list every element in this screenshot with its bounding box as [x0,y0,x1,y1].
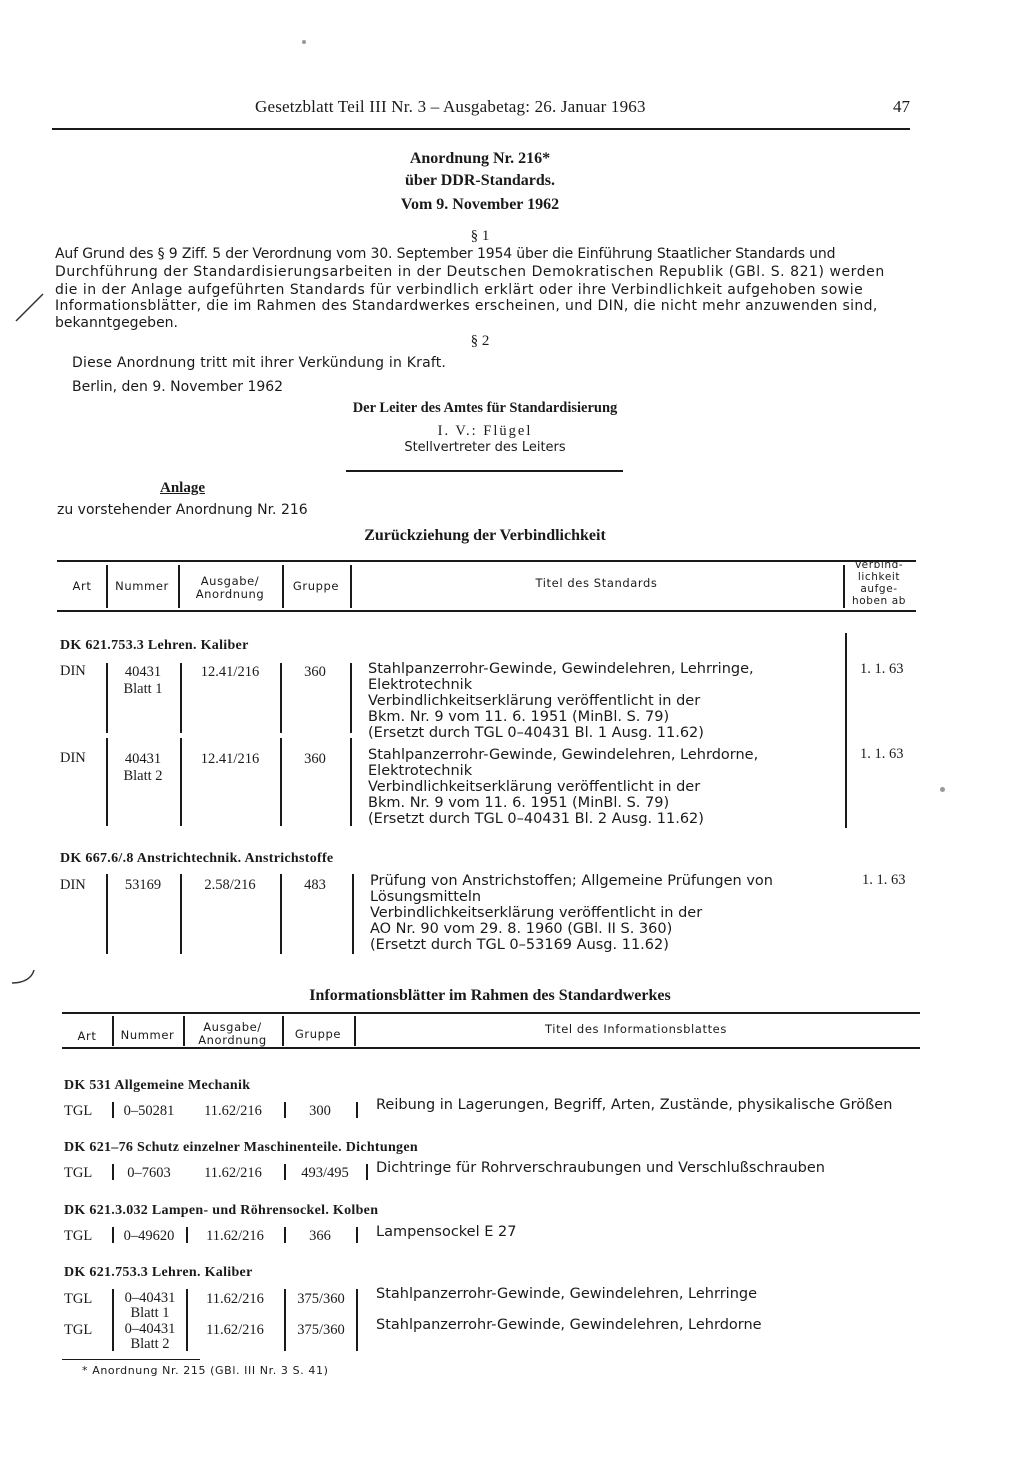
table-2-header-ausgabe: Anordnung [198,1033,267,1047]
table-2-group-heading: DK 531 Allgemeine Mechanik [64,1078,251,1093]
table-2-header-art: Art [77,1029,97,1043]
cell-nummer: 53169 [124,877,162,893]
table-1-header-aufgehoben: Verbind- [854,559,904,571]
running-title: Gesetzblatt Teil III Nr. 3 – Ausgabetag: 26. Januar 1963 [255,97,646,116]
column-divider [106,874,108,954]
table-2-group-heading: DK 621–76 Schutz einzelner Maschinenteile. Dichtungen [64,1140,418,1155]
cell-nummer: Blatt 2 [130,1336,170,1352]
cell-titel: Bkm. Nr. 9 vom 11. 6. 1951 (MinBl. S. 79) [368,709,670,725]
column-divider [106,738,108,826]
cell-ausgabe: 11.62/216 [204,1165,262,1181]
cell-gruppe: 366 [309,1228,331,1244]
table-1-group-heading: DK 621.753.3 Lehren. Kaliber [60,638,249,653]
table-1-top-rule [57,560,916,562]
footnote-rule [62,1359,200,1360]
section-2-text: Diese Anordnung tritt mit ihrer Verkündung in Kraft. [72,355,447,371]
signature-role: Stellvertreter des Leiters [404,440,566,455]
cell-titel: (Ersetzt durch TGL 0–40431 Bl. 2 Ausg. 11.62) [368,811,704,827]
column-divider [356,1102,358,1118]
table-2-heading: Informationsblätter im Rahmen des Standardwerkes [309,987,671,1004]
cell-nummer: Blatt 2 [123,768,163,784]
cell-gruppe: 300 [309,1103,331,1119]
column-divider [186,1227,188,1243]
table-1-header-titel: Titel des Standards [535,576,658,590]
cell-titel: Elektrotechnik [368,763,473,779]
cell-art: TGL [64,1103,93,1119]
cell-art: DIN [60,877,86,893]
column-divider [352,874,354,954]
column-divider [356,1289,358,1351]
place-date: Berlin, den 9. November 1962 [72,379,284,395]
column-divider [280,738,282,826]
section-1-mark: § 1 [470,228,490,244]
table-1-heading: Zurückziehung der Verbindlichkeit [364,527,606,544]
speck-mark [940,787,945,792]
cell-nummer: 0–49620 [123,1228,175,1244]
cell-gruppe: 360 [304,751,326,767]
cell-titel: Bkm. Nr. 9 vom 11. 6. 1951 (MinBl. S. 79) [368,795,670,811]
table-2-header-rule [62,1047,920,1049]
column-divider [284,1164,286,1180]
cell-ausgabe: 11.62/216 [206,1291,264,1307]
cell-aufgehoben: 1. 1. 63 [860,661,904,677]
table-2-header-ausgabe: Ausgabe/ [203,1020,262,1034]
column-divider [284,1289,286,1351]
cell-nummer: Blatt 1 [123,681,163,697]
ordinance-date: Vom 9. November 1962 [400,196,560,213]
column-divider [356,1227,358,1243]
column-divider [280,663,282,733]
cell-gruppe: 375/360 [297,1291,345,1307]
cell-art: TGL [64,1228,93,1244]
cell-titel: Verbindlichkeitserklärung veröffentlicht in der [368,779,701,795]
table-1-date-divider [845,633,847,828]
table-1-header-aufgehoben: hoben ab [851,595,907,607]
cell-nummer: 0–40431 [124,1290,176,1306]
cell-titel: Verbindlichkeitserklärung veröffentlicht in der [368,693,701,709]
cell-nummer: 40431 [124,751,162,767]
section-1-line: Auf Grund des § 9 Ziff. 5 der Verordnung vom 30. September 1954 über die Einführung Staatlicher Standards und [55,246,836,262]
cell-gruppe: 375/360 [297,1322,345,1338]
cell-ausgabe: 11.62/216 [206,1228,264,1244]
cell-art: TGL [64,1322,93,1338]
annex-title: Anlage [160,480,205,496]
signature-name: I. V.: Flügel [437,423,533,439]
cell-ausgabe: 11.62/216 [204,1103,262,1119]
cell-art: TGL [64,1165,93,1181]
column-divider [284,1227,286,1243]
cell-art: DIN [60,750,86,766]
column-divider [186,1289,188,1351]
table-1-header-aufgehoben: aufge- [860,583,898,595]
ordinance-title: Anordnung Nr. 216* [409,150,551,167]
table-2-group-heading: DK 621.753.3 Lehren. Kaliber [64,1265,253,1280]
cell-ausgabe: 11.62/216 [206,1322,264,1338]
header-rule [52,128,910,130]
table-1-header-aufgehoben: lichkeit [857,571,901,583]
column-divider [350,738,352,826]
column-divider [284,1102,286,1118]
section-1-line: Durchführung der Standardisierungsarbeiten in der Deutschen Demokratischen Republik (GBl. S. 821) werden [55,264,885,280]
cell-titel: Stahlpanzerrohr-Gewinde, Gewindelehren, Lehrdorne, [368,747,759,763]
table-2-group-heading: DK 621.3.032 Lampen- und Röhrensockel. Kolben [64,1203,379,1218]
page-number: 47 [893,97,910,116]
cell-titel: Lampensockel E 27 [376,1224,517,1240]
cell-titel: Lösungsmitteln [370,889,482,905]
table-1-header-ausgabe: Anordnung [195,587,265,601]
cell-titel: Stahlpanzerrohr-Gewinde, Gewindelehren, Lehrdorne [376,1317,762,1333]
cell-titel: AO Nr. 90 vom 29. 8. 1960 (GBl. II S. 360) [370,921,673,937]
section-2-mark: § 2 [470,333,490,349]
table-2-top-rule [62,1012,920,1014]
cell-nummer: 0–7603 [127,1165,171,1181]
cell-gruppe: 493/495 [301,1165,349,1181]
cell-nummer: 40431 [124,664,162,680]
section-1-line: die in der Anlage aufgeführten Standards für verbindlich erklärt oder ihre Verbindlichkeit aufgehoben sowie [55,282,864,298]
signature-rule [346,470,623,472]
margin-slash-mark [12,292,46,324]
cell-gruppe: 483 [304,877,326,893]
section-1-line: Informationsblätter, die im Rahmen des Standardwerkes erscheinen, und DIN, die nicht mehr anzuwenden sind, [55,298,878,314]
speck-mark [302,40,306,44]
table-2-header-gruppe: Gruppe [294,1027,342,1041]
table-1-header-nummer: Nummer [115,579,169,593]
table-1-header-ausgabe: Ausgabe/ [200,574,260,588]
cell-titel: Verbindlichkeitserklärung veröffentlicht in der [370,905,703,921]
cell-nummer: 0–50281 [123,1103,175,1119]
ordinance-subtitle: über DDR-Standards. [405,172,555,189]
cell-ausgabe: 2.58/216 [204,877,256,893]
cell-art: TGL [64,1291,93,1307]
cell-titel: (Ersetzt durch TGL 0–40431 Bl. 1 Ausg. 11.62) [368,725,704,741]
cell-art: DIN [60,663,86,679]
column-divider [350,663,352,733]
cell-nummer: 0–40431 [124,1321,176,1337]
cell-aufgehoben: 1. 1. 63 [860,746,904,762]
cell-titel: Elektrotechnik [368,677,473,693]
column-divider [112,1164,114,1180]
column-divider [112,1102,114,1118]
column-divider [280,874,282,954]
cell-gruppe: 360 [304,664,326,680]
table-1-header-rule [57,610,916,612]
cell-titel: Dichtringe für Rohrverschraubungen und Verschlußschrauben [376,1160,825,1176]
cell-nummer: Blatt 1 [130,1305,170,1321]
column-divider [106,663,108,733]
column-divider [112,1289,114,1351]
table-2-header-nummer: Nummer [120,1028,175,1042]
column-divider [112,1227,114,1243]
footnote: * Anordnung Nr. 215 (GBl. III Nr. 3 S. 41) [82,1364,329,1377]
signature-organisation: Der Leiter des Amtes für Standardisierung [352,400,618,416]
cell-titel: Stahlpanzerrohr-Gewinde, Gewindelehren, Lehrringe, [368,661,754,677]
cell-aufgehoben: 1. 1. 63 [862,872,906,888]
column-divider [366,1164,368,1180]
cell-titel: Prüfung von Anstrichstoffen; Allgemeine Prüfungen von [370,873,773,889]
cell-titel: (Ersetzt durch TGL 0–53169 Ausg. 11.62) [370,937,669,953]
table-1-header-art: Art [72,579,92,593]
cell-ausgabe: 12.41/216 [200,664,260,680]
table-2-header-titel: Titel des Informationsblattes [545,1022,727,1036]
cell-ausgabe: 12.41/216 [200,751,260,767]
table-1-group-heading: DK 667.6/.8 Anstrichtechnik. Anstrichstoffe [60,851,334,866]
cell-titel: Stahlpanzerrohr-Gewinde, Gewindelehren, Lehrringe [376,1286,758,1302]
cell-titel: Reibung in Lagerungen, Begriff, Arten, Zustände, physikalische Größen [376,1097,893,1113]
section-1-line: bekanntgegeben. [55,315,178,331]
margin-curve-mark [8,968,38,988]
annex-subtitle: zu vorstehender Anordnung Nr. 216 [57,502,308,518]
table-1-header-gruppe: Gruppe [292,579,340,593]
